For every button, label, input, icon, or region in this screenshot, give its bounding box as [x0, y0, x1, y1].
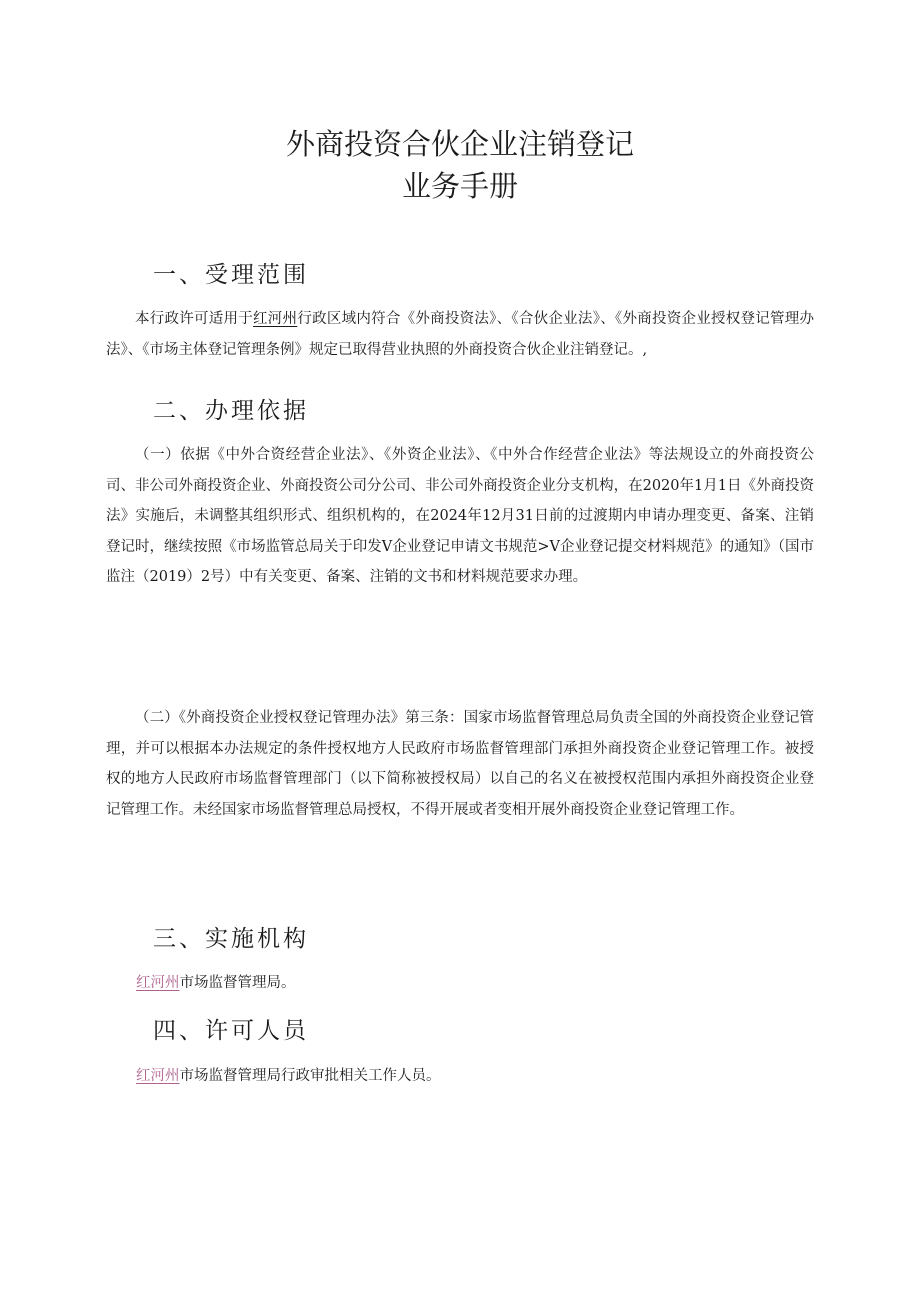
section-paragraph-scope: [106, 304, 814, 365]
personnel-text: 市场监督管理局行政审批相关工作人员。: [179, 1068, 441, 1084]
place-name-link[interactable]: 红河州: [253, 311, 298, 327]
agency-line: [136, 973, 296, 993]
place-name-link[interactable]: 红河州: [136, 975, 180, 991]
paragraph-text: 本行政许可适用于: [135, 311, 254, 327]
personnel-line: [136, 1066, 441, 1086]
section-heading-agency: 三、实施机构: [153, 926, 309, 952]
section-paragraph-basis-2: （二）《外商投资企业授权登记管理办法》第三条：国家市场监督管理总局负责全国的外商投资企业登记管理，并可以根据本办法规定的条件授权地方人民政府市场监督管理部门承担外商投资企业登记管理工作。被授权的地方人民政府市场监督管理部门（以下简称被授权局）以自己的名义在被授权范围内承担外商投资企业登记管理工作。未经国家市场监督管理总局授权，不得开展或者变相开展外商投资企业登记管理工作。: [106, 710, 814, 818]
section-paragraph-basis-1: （一）依据《中外合资经营企业法》、《外资企业法》、《中外合作经营企业法》等法规设立的外商投资公司、非公司外商投资企业、外商投资公司分公司、非公司外商投资企业分支机构，在2020年1月1日《外商投资法》实施后，未调整其组织形式、组织机构的，在2024年12月31日前的过渡期内申请办理变更、备案、注销登记时，继续按照《市场监管总局关于印发V企业登记申请文书规范>V企业登记提交材料规范》的通知》（国市监注（2019）2号）中有关变更、备案、注销的文书和材料规范要求办理。: [106, 447, 814, 586]
document-title-line2: 业务手册: [401, 169, 518, 203]
section-heading-basis: 二、办理依据: [153, 398, 309, 424]
document-title-line1: 外商投资合伙企业注销登记: [285, 127, 634, 161]
paragraph-text: 行政区域内符合《外商投资法》、《合伙企业法》、《外商投资企业授权登记管理办法》、《市场主体登记管理条例》规定已取得营业执照的外商投资合伙企业注销登记。,: [106, 311, 815, 358]
section-heading-scope: 一、受理范围: [153, 262, 309, 288]
place-name-link[interactable]: 红河州: [136, 1068, 180, 1084]
agency-text: 市场监督管理局。: [179, 975, 296, 991]
section-heading-personnel: 四、许可人员: [153, 1018, 309, 1044]
